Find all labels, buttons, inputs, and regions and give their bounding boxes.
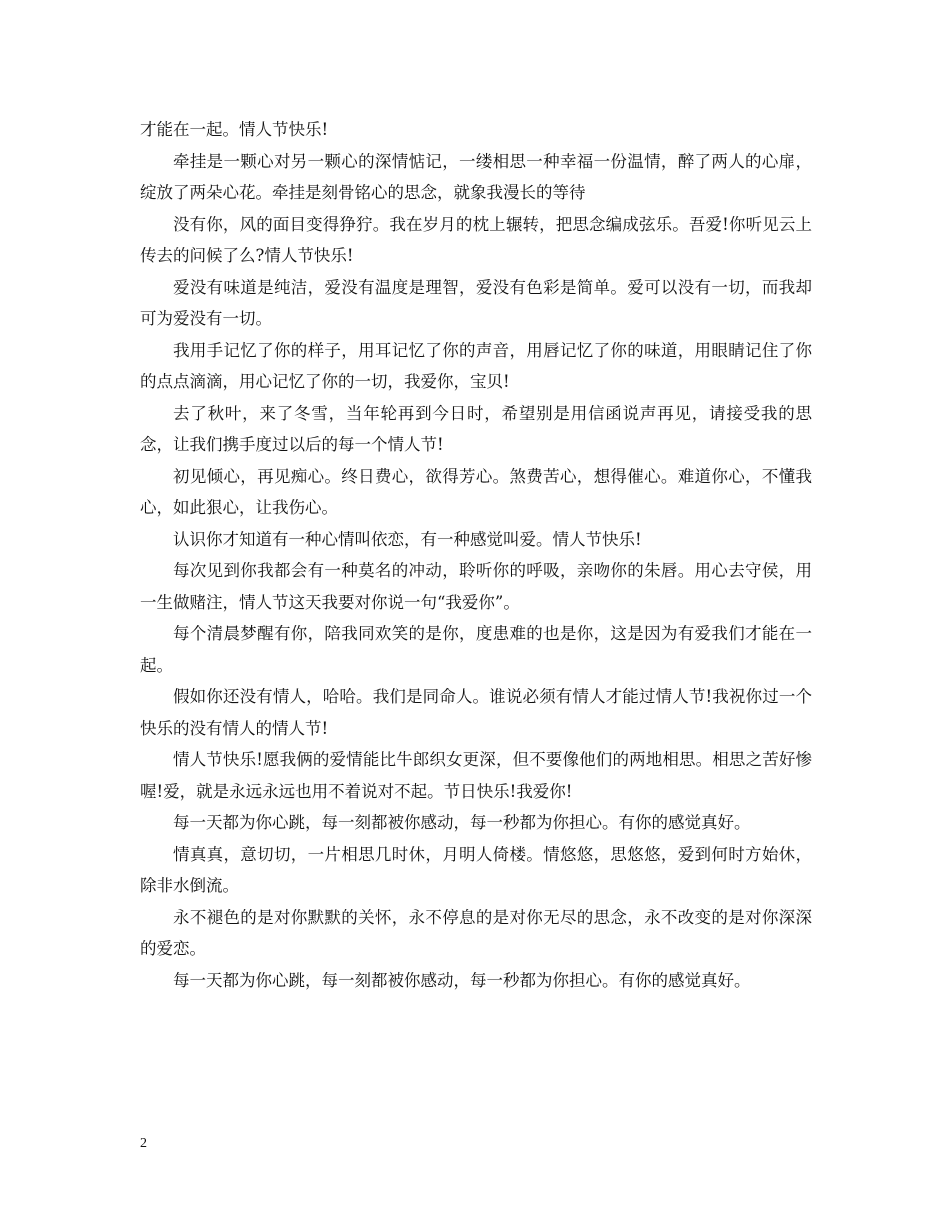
body-paragraph: 认识你才知道有一种心情叫依恋，有一种感觉叫爱。情人节快乐! [173, 529, 642, 549]
body-paragraph: 情人节快乐!愿我俩的爱情能比牛郎织女更深，但不要像他们的两地相思。相思之苦好惨喔!爱，就是永远永远也用不着说对不起。节日快乐!我爱你! [140, 750, 812, 801]
body-paragraph: 情真真，意切切，一片相思几时休，月明人倚楼。情悠悠，思悠悠，爱到何时方始休，除非水倒流。 [140, 844, 812, 895]
body-paragraph: 爱没有味道是纯洁，爱没有温度是理智，爱没有色彩是简单。爱可以没有一切，而我却可为爱没有一切。 [140, 277, 812, 328]
body-paragraph: 永不褪色的是对你默默的关怀，永不停息的是对你无尽的思念，永不改变的是对你深深的爱恋。 [140, 907, 812, 958]
body-paragraph: 我用手记忆了你的样子，用耳记忆了你的声音，用唇记忆了你的味道，用眼睛记住了你的点点滴滴，用心记忆了你的一切，我爱你，宝贝! [140, 340, 812, 391]
body-paragraph: 假如你还没有情人，哈哈。我们是同命人。谁说必须有情人才能过情人节!我祝你过一个快乐的没有情人的情人节! [140, 687, 812, 738]
body-paragraph: 每一天都为你心跳，每一刻都被你感动，每一秒都为你担心。有你的感觉真好。 [173, 970, 751, 990]
body-paragraph: 每个清晨梦醒有你，陪我同欢笑的是你，度患难的也是你，这是因为有爱我们才能在一起。 [140, 624, 812, 675]
document-body [140, 114, 812, 996]
body-paragraph: 每一天都为你心跳，每一刻都被你感动，每一秒都为你担心。有你的感觉真好。 [173, 813, 751, 832]
page-number: 2 [140, 1136, 147, 1151]
body-paragraph: 牵挂是一颗心对另一颗心的深情惦记，一缕相思一种幸福一份温情，醉了两人的心扉，绽放了两朵心花。牵挂是刻骨铭心的思念，就象我漫长的等待 [140, 151, 812, 202]
body-paragraph: 才能在一起。情人节快乐! [140, 120, 329, 139]
body-paragraph: 没有你，风的面目变得狰狞。我在岁月的枕上辗转，把思念编成弦乐。吾爱!你听见云上传去的问候了么?情人节快乐! [140, 214, 812, 265]
body-paragraph: 初见倾心，再见痴心。终日费心，欲得芳心。煞费苦心，想得催心。难道你心，不懂我心，如此狠心，让我伤心。 [140, 466, 812, 517]
body-paragraph: 去了秋叶，来了冬雪，当年轮再到今日时，希望别是用信函说声再见，请接受我的思念，让我们携手度过以后的每一个情人节! [140, 403, 812, 454]
body-paragraph: 每次见到你我都会有一种莫名的冲动，聆听你的呼吸，亲吻你的朱唇。用心去守侯，用一生做赌注，情人节这天我要对你说一句“我爱你”。 [140, 561, 812, 612]
